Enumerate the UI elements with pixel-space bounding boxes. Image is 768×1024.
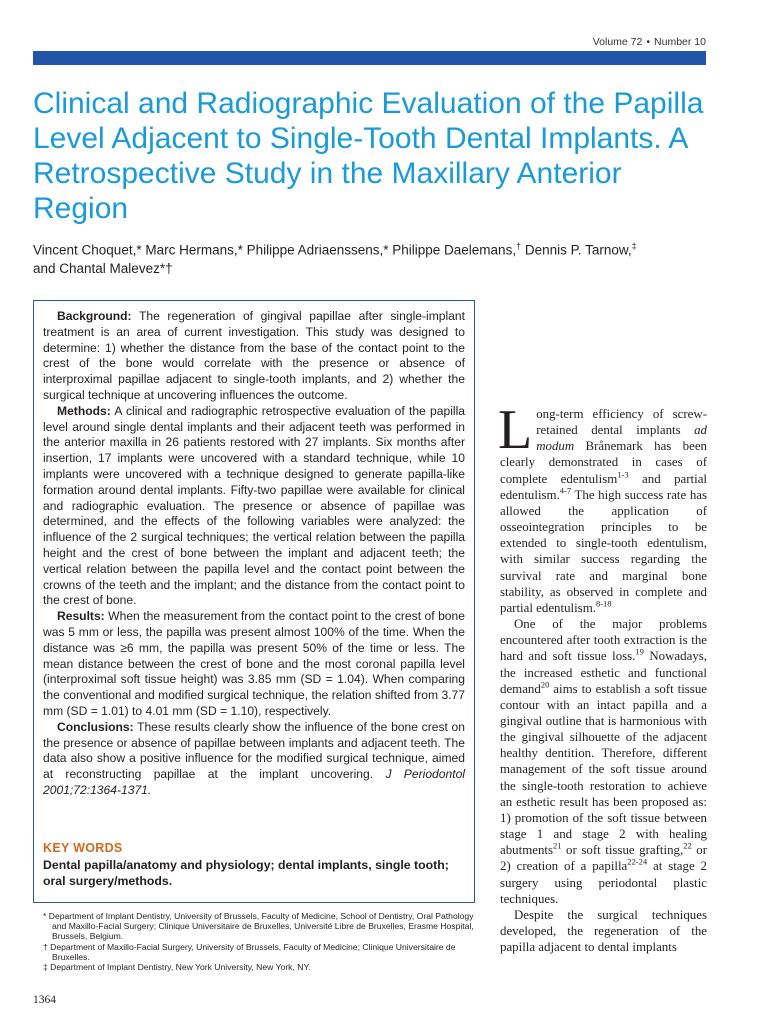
body-text: Brånemark has been clearly demonstrated in cases of complete edentulism	[500, 439, 707, 486]
page-number: 1364	[33, 994, 56, 1006]
section-label: Conclusions:	[57, 719, 134, 734]
body-paragraph	[500, 616, 707, 907]
affiliation-footnotes	[43, 911, 483, 972]
section-text: When the measurement from the contact point to the crest of bone was 5 mm or less, the papilla was present almost 100% of the time. When the distance was ≥6 mm, the papilla was present 50% of the time or less. The mean distance between the crest of bone and the most coronal papilla level (interproximal soft tissue height) was 3.85 mm (SD = 1.04). When comparing the conventional and modified surgical technique, the relation shifted from 3.77 mm (SD = 1.01) to 4.01 mm (SD = 1.10), respectively.	[43, 609, 465, 718]
separator-dot: •	[646, 36, 651, 48]
author: Vincent Choquet,	[33, 242, 137, 258]
reference-mark: 21	[553, 840, 562, 851]
affiliation-mark: *	[383, 242, 389, 258]
body-paragraph: Despite the surgical techniques developed, the regeneration of the papilla adjacent to dental implants	[500, 907, 707, 955]
journal-citation: J Periodontol 2001;72:1364-1371.	[43, 767, 465, 797]
reference-mark: 20	[540, 679, 550, 690]
body-text: One of the major problems encountered after tooth extraction is the hard and soft tissue loss.	[500, 617, 707, 664]
body-italic: ad modum	[536, 423, 707, 454]
section-text: A clinical and radiographic retrospective evaluation of the papilla level around single dental implants and their adjacent teeth was performed in the anterior maxilla in 26 patients restored with 27 implants. Six months after insertion, 17 implants were uncovered with a standard technique, while 10 implants were uncovered with a technique designed to generate papilla-like formation around dental implants. Fifty-two papillae were available for clinical and radiographic evaluation. The presence or absence of papillae was determined, and the effects of the following variables were analyzed: the influence of the 2 surgical techniques; the vertical relation between the papilla height and the crest of bone between the implant and adjacent teeth; the vertical relation between the papilla level and the contact point between the crowns of the teeth and the implant; and the distance from the contact point to the crest of bone.	[43, 403, 465, 608]
footnote: * Department of Implant Dentistry, University of Brussels, Faculty of Medicine, School of Dentistry, Oral Pathology and Maxillo-Facial Surgery; Clinique Universitaire de Bruxelles, Université Libre de Bruxelles, Erasme Hospital, Brussels, Belgium.	[43, 911, 474, 942]
body-text: Nowadays, the increased esthetic and functional demand	[500, 649, 707, 696]
author: Dennis P. Tarnow,	[521, 242, 632, 258]
author: Marc Hermans,	[141, 242, 238, 258]
keywords-text: Dental papilla/anatomy and physiology; dental implants, single tooth; oral surgery/methods.	[43, 858, 449, 888]
drop-cap: L	[498, 399, 533, 461]
body-text: and partial edentulism.	[500, 471, 707, 502]
section-label: Results:	[57, 609, 105, 624]
article-title: Clinical and Radiographic Evaluation of the Papilla Level Adjacent to Single-Tooth Dental Implants. A Retrospective Study in the Maxillary Anterior Region	[33, 87, 704, 225]
abstract-conclusions	[43, 720, 465, 799]
affiliation-mark: *	[136, 242, 142, 258]
section-text: The regeneration of gingival papillae after single-implant treatment is an area of current investigation. This study was designed to determine: 1) whether the distance from the base of the contact point to the crest of the bone would correlate with the presence or absence of interproximal papillae adjacent to single-tooth implants, and 2) whether the surgical technique at uncovering influences the outcome.	[43, 309, 465, 402]
footnote: ‡ Department of Implant Dentistry, New York University, New York, NY.	[43, 962, 311, 973]
abstract-results	[43, 609, 465, 720]
volume-header	[593, 36, 706, 48]
number-label: Number 10	[654, 36, 706, 48]
author: and Chantal Malevez	[33, 260, 160, 276]
body-text: or soft tissue grafting,	[561, 843, 684, 858]
header-rule	[33, 51, 706, 65]
body-paragraph	[498, 399, 707, 616]
body-text: ong-term efficiency of screw-retained dental implants	[536, 407, 707, 438]
body-text: The high success rate has allowed the application of osseointegration principles to be extended to single-tooth edentulism, with similar success regarding the survival rate and marginal bone stability, as observed in complete and partial edentulism.	[500, 487, 707, 615]
volume-label: Volume 72	[592, 36, 643, 48]
author: Philippe Daelemans,	[388, 242, 517, 258]
abstract	[43, 309, 465, 799]
affiliation-mark: *†	[159, 260, 173, 276]
body-text: or 2) creation of a papilla	[500, 843, 707, 874]
keywords-heading: KEY WORDS	[43, 841, 123, 855]
section-label: Methods:	[57, 403, 111, 418]
reference-mark: 22-24	[627, 857, 648, 868]
footnote: † Department of Maxillo-Facial Surgery, University of Brussels, Faculty of Medicine; Clinique Universitaire de Bruxelles.	[43, 941, 456, 962]
body-column	[498, 399, 707, 955]
abstract-background	[43, 309, 465, 404]
reference-mark: 1-3	[617, 469, 629, 480]
affiliation-mark: †	[516, 241, 522, 251]
affiliation-mark: ‡	[631, 241, 637, 251]
body-text: aims to establish a soft tissue contour with an intact papilla and a gingival outline that is harmonious with the gingival silhouette of the adjacent healthy dentition. Therefore, different management of the soft tissue around the single-tooth restoration to achieve an esthetic result has been proposed as: 1) promotion of the soft tissue between stage 1 and stage 2 with healing abutments	[500, 681, 707, 858]
reference-mark: 22	[683, 840, 692, 851]
section-text: These results clearly show the influence of the bone crest on the presence or absence of papillae between implants and adjacent teeth. The data also show a positive influence for the modified surgical technique, aimed at reconstructing papillae at the implant uncovering.	[43, 719, 465, 782]
affiliation-mark: *	[237, 242, 243, 258]
author: Philippe Adriaenssens,	[242, 242, 384, 258]
reference-mark: 8-18	[595, 598, 612, 609]
author-list	[33, 237, 723, 278]
abstract-methods	[43, 404, 465, 609]
section-label: Background:	[57, 309, 132, 323]
body-text: at stage 2 surgery using periodontal plastic techniques.	[500, 859, 707, 906]
reference-mark: 4-7	[559, 485, 572, 496]
reference-mark: 19	[635, 647, 644, 658]
